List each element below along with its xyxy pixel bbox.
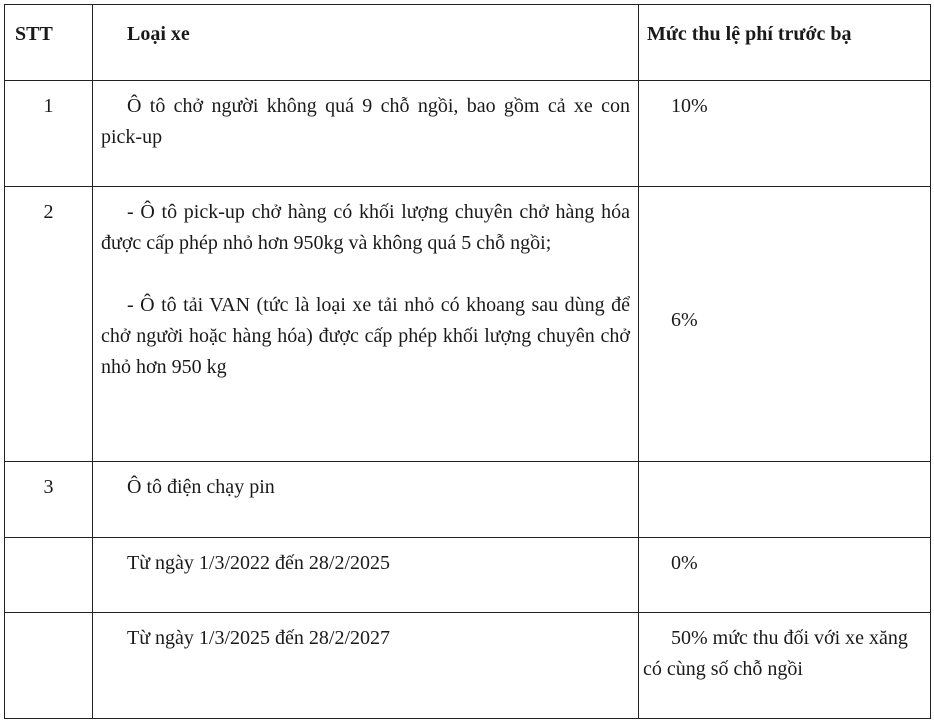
table-header-row bbox=[5, 5, 931, 81]
vehicle-description: - Ô tô pick-up chở hàng có khối lượng chuyên chở hàng hóa được cấp phép nhỏ hơn 950kg và không quá 5 chỗ ngồi; bbox=[101, 201, 630, 254]
fee-rate-cell bbox=[639, 538, 931, 613]
vehicle-description: Ô tô điện chạy pin bbox=[127, 476, 275, 498]
fee-rate-cell bbox=[639, 187, 931, 462]
vehicle-description: Ô tô chở người không quá 9 chỗ ngồi, bao gồm cả xe con pick-up bbox=[101, 95, 630, 148]
header-vehicle-type: Loại xe bbox=[93, 5, 639, 81]
row-number: 1 bbox=[5, 81, 93, 187]
registration-fee-table bbox=[4, 4, 931, 719]
table-row bbox=[5, 538, 931, 613]
row-number bbox=[5, 538, 93, 613]
vehicle-description: Từ ngày 1/3/2025 đến 28/2/2027 bbox=[127, 627, 391, 649]
fee-rate-value: 6% bbox=[671, 308, 698, 331]
table-row bbox=[5, 81, 931, 187]
vehicle-description: - Ô tô tải VAN (tức là loại xe tải nhỏ có khoang sau dùng để chở người hoặc hàng hóa) được cấp phép khối lượng chuyên chở nhỏ hơn 950 kg bbox=[101, 294, 630, 378]
vehicle-type-cell bbox=[93, 187, 639, 462]
header-stt: STT bbox=[5, 5, 93, 81]
vehicle-type-cell bbox=[93, 613, 639, 719]
row-number: 2 bbox=[5, 187, 93, 462]
vehicle-type-cell bbox=[93, 538, 639, 613]
fee-rate-cell bbox=[639, 81, 931, 187]
row-number: 3 bbox=[5, 462, 93, 538]
vehicle-type-cell bbox=[93, 81, 639, 187]
vehicle-description: Từ ngày 1/3/2022 đến 28/2/2025 bbox=[127, 552, 391, 574]
fee-rate-value: 0% bbox=[671, 552, 698, 574]
table-row bbox=[5, 462, 931, 538]
vehicle-type-cell bbox=[93, 462, 639, 538]
fee-rate-cell bbox=[639, 462, 931, 538]
table-row bbox=[5, 613, 931, 719]
row-number bbox=[5, 613, 93, 719]
table-row bbox=[5, 187, 931, 462]
fee-rate-value: 50% mức thu đối với xe xăng có cùng số chỗ ngồi bbox=[643, 627, 908, 680]
fee-rate-value: 10% bbox=[671, 95, 708, 117]
fee-rate-cell bbox=[639, 613, 931, 719]
header-fee-rate: Mức thu lệ phí trước bạ bbox=[639, 5, 931, 81]
